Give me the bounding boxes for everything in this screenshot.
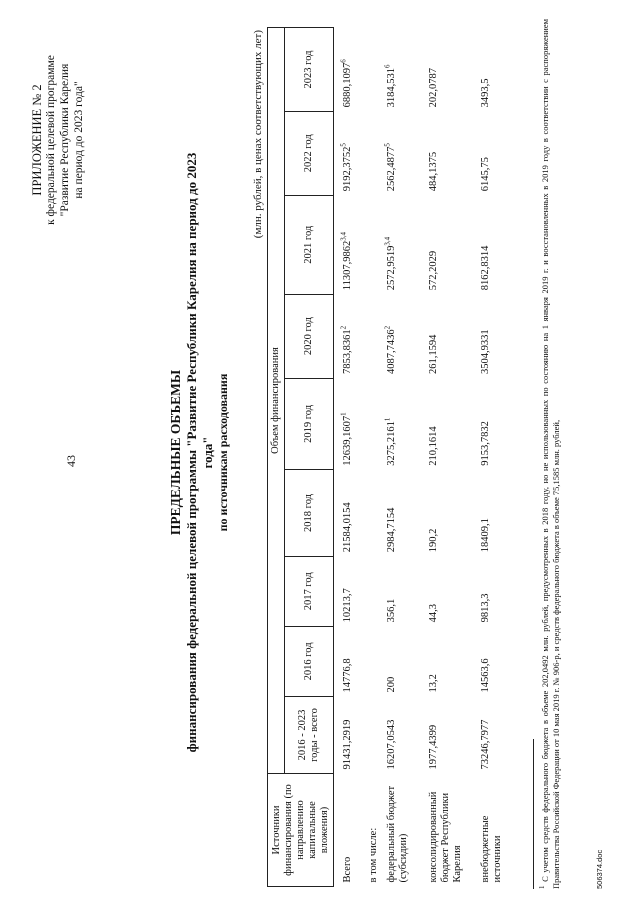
appendix-line: к федеральной целевой программе <box>45 55 57 225</box>
units-note: (млн. рублей, в ценах соответствующих лет) <box>252 30 264 239</box>
table-cell <box>366 28 384 774</box>
table-cell: 16207,0543 <box>386 719 397 770</box>
footnote-ref: 3,4 <box>383 236 392 246</box>
appendix-header <box>30 15 86 265</box>
table-cell: 2984,7154 <box>386 507 397 553</box>
table-cell: 10213,7 <box>342 588 353 623</box>
appendix-title: ПРИЛОЖЕНИЕ № 2 <box>30 84 44 196</box>
table-row <box>384 28 426 887</box>
table-cell: 73246,7977 <box>480 719 491 770</box>
financing-table <box>267 27 510 887</box>
year-header: 2016 - 2023 годы - всего <box>285 697 334 774</box>
source-column-header: Источники финансирования (по направлению капитальные вложения) <box>268 774 334 887</box>
heading-subtitle: финансирования федеральной целевой программы "Развитие Республики Карелия на период до 2023 года" <box>184 152 215 753</box>
table-cell: 7853,8361$^2$ <box>339 325 353 375</box>
table-cell: 484,1375 <box>428 151 439 192</box>
year-header: 2019 год <box>285 378 334 470</box>
year-header: 2018 год <box>285 470 334 556</box>
heading-title: ПРЕДЕЛЬНЫЕ ОБЪЕМЫ <box>168 369 183 536</box>
table-cell: 12639,1607$^1$ <box>339 412 353 466</box>
year-header: 2022 год <box>285 111 334 195</box>
table-cell: 1977,4399 <box>428 724 439 770</box>
footnote-ref: 5 <box>383 143 392 147</box>
footnote-ref: 6 <box>383 64 392 69</box>
year-header: 2023 год <box>285 28 334 112</box>
table-cell: 9192,3752$^5$ <box>339 143 353 192</box>
table-cell: 356,1 <box>386 598 397 623</box>
footnote-ref: 6 <box>339 59 348 63</box>
table-cell: 2562,4877$^5$ <box>383 143 397 192</box>
year-header: 2016 год <box>285 626 334 696</box>
table-cell: 200 <box>386 676 397 693</box>
page-number: 43 <box>64 455 78 467</box>
table-cell: 14776,8 <box>342 658 353 693</box>
table-cell: 3184,531$^6$ <box>383 64 397 108</box>
table-row <box>478 28 510 887</box>
row-label: внебюджетные источники <box>480 815 503 883</box>
table-cell: 3493,5 <box>480 78 491 108</box>
table-cell: 91431,2919 <box>342 719 353 770</box>
table-cell: 190,2 <box>428 528 439 553</box>
table-cell: 8162,8314 <box>480 245 491 291</box>
footnote-ref: 1 <box>383 417 392 422</box>
document-filename: 506374.doc <box>595 849 604 889</box>
table-row <box>426 28 478 887</box>
table-cell: 14563,6 <box>480 658 491 693</box>
table-cell: 11307,9862$^{3,4}$ <box>339 231 353 291</box>
footnote-divider <box>533 739 534 889</box>
appendix-line: на период до 2023 года" <box>73 81 85 199</box>
row-label: федеральный бюджет (субсидии) <box>386 785 409 883</box>
table-cell: 2572,9519$^{3,4}$ <box>383 236 397 291</box>
table-cell: 44,3 <box>428 603 439 623</box>
table-cell: 4087,7436$^2$ <box>383 325 397 375</box>
table-cell: 21584,0154 <box>342 502 353 553</box>
table-cell: 3275,2161$^1$ <box>383 417 397 466</box>
table-cell: 9813,3 <box>480 593 491 623</box>
footnote-ref: 2 <box>339 325 348 330</box>
table-cell: 261,1594 <box>428 334 439 375</box>
table-row <box>366 28 384 887</box>
year-header: 2017 год <box>285 556 334 626</box>
table-cell: 572,2029 <box>428 250 439 291</box>
volume-column-header: Объем финансирования <box>268 28 285 774</box>
table-cell: 202,0787 <box>428 68 439 108</box>
table-cell: 13,2 <box>428 674 439 693</box>
heading-subtitle: по источникам расходования <box>216 373 230 532</box>
table-row <box>334 28 367 887</box>
appendix-line: "Развитие Республики Карелия <box>59 63 71 217</box>
year-header: 2021 год <box>285 195 334 294</box>
table-cell: 18409,1 <box>480 518 491 553</box>
footnote-marker: 1 <box>538 885 547 889</box>
footnote-ref: 5 <box>339 143 348 147</box>
table-cell: 6145,75 <box>480 157 491 192</box>
footnote <box>540 19 562 889</box>
row-label: Всего <box>342 856 353 883</box>
table-cell: 210,1614 <box>428 426 439 466</box>
row-label: консолидированный бюджет Республики Карелия <box>428 791 463 883</box>
year-header: 2020 год <box>285 294 334 378</box>
footnote-text: С учетом средств федерального бюджета в объеме 202,0492 млн. рублей, предусмотренных в 2018 году, но не использованных по состоянию на 1 января 2019 г. и восстановленных в 2019 году в соответствии с распоряжением Правительства Российской Федерации от 10 мая 2019 г. № 906-р, и средств федерального бюджета в объеме 75,1585 млн. рублей, <box>540 18 561 889</box>
document-heading <box>168 150 230 755</box>
footnote-ref: 3,4 <box>339 231 348 241</box>
footnote-ref: 1 <box>339 412 348 416</box>
table-cell: 3504,9331 <box>480 329 491 375</box>
table-cell: 9153,7832 <box>480 421 491 466</box>
footnote-ref: 2 <box>383 325 392 330</box>
table-cell: 6880,1097$^6$ <box>339 59 353 108</box>
row-label: в том числе: <box>368 827 379 883</box>
